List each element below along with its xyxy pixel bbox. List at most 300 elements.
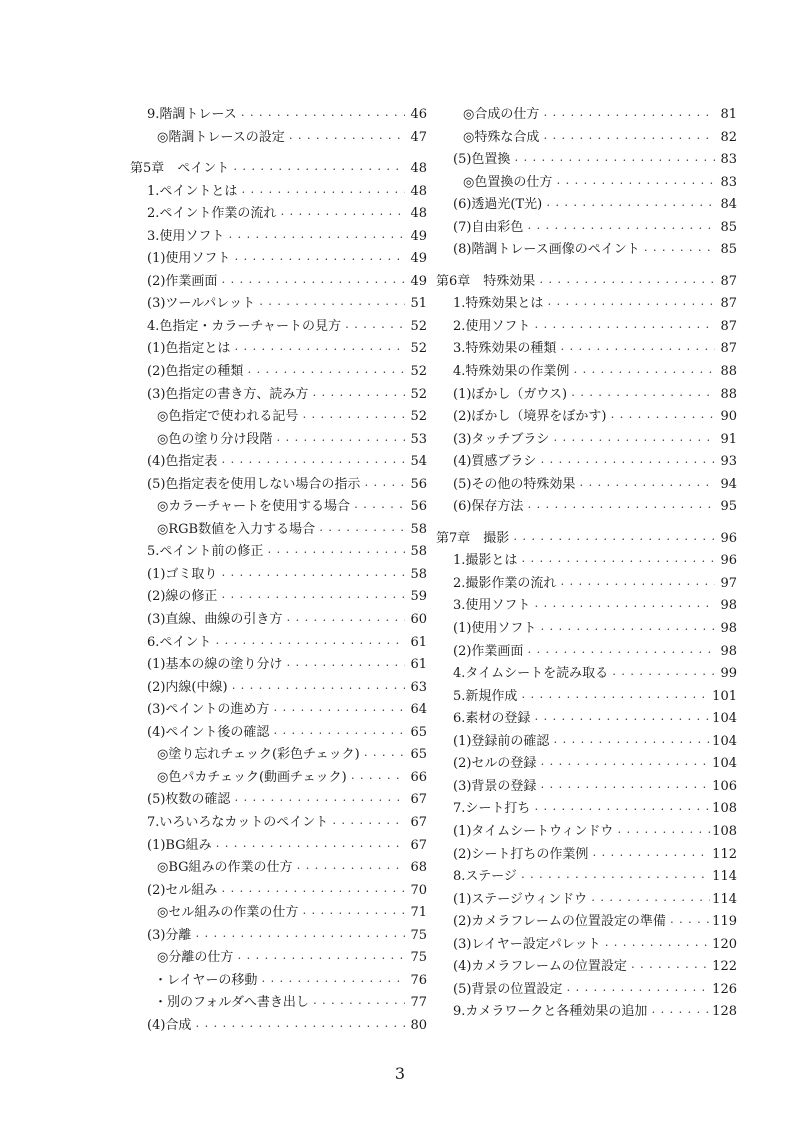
toc-entry-page: 85: [720, 242, 737, 258]
toc-entry-title: (2)セル組み: [147, 882, 218, 898]
toc-entry-page: 56: [410, 499, 427, 515]
toc-entry-page: 75: [410, 950, 427, 966]
toc-entry-title: 2.使用ソフト: [453, 318, 531, 334]
toc-entry: [436, 127, 737, 150]
toc-entry: [436, 708, 737, 731]
dot-leader: [512, 150, 715, 173]
toc-entry-page: 49: [410, 251, 427, 267]
toc-entry: [130, 677, 427, 700]
dot-leader: [532, 317, 715, 340]
toc-entry: [436, 663, 737, 686]
toc-entry-title: (5)その他の特殊効果: [453, 476, 576, 492]
toc-entry-title: ◎分離の仕方: [157, 950, 234, 966]
toc-chapter-heading: [436, 271, 737, 294]
toc-entry-title: 3.特殊効果の種類: [453, 341, 557, 357]
toc-entry-page: 65: [410, 747, 427, 763]
toc-entry-page: 98: [720, 598, 737, 614]
toc-entry: [436, 172, 737, 195]
toc-entry-title: (1)色指定とは: [147, 341, 231, 357]
dot-leader: [558, 574, 715, 597]
toc-entry-title: 5.ペイント前の修正: [147, 544, 264, 560]
toc-entry: [436, 474, 737, 497]
toc-entry-page: 68: [410, 860, 427, 876]
toc-entry: [130, 474, 427, 497]
dot-leader: [571, 362, 715, 385]
toc-entry: [130, 654, 427, 677]
toc-entry-page: 94: [720, 476, 737, 492]
toc-entry: [436, 618, 737, 641]
toc-entry: [130, 406, 427, 429]
dot-leader: [349, 768, 405, 791]
toc-entry: [130, 699, 427, 722]
toc-entry: [130, 789, 427, 812]
toc-entry-title: 7.シート打ち: [453, 801, 531, 817]
dot-leader: [519, 551, 715, 574]
toc-entry: [436, 293, 737, 316]
toc-entry-title: (5)枚数の確認: [147, 792, 231, 808]
toc-entry-page: 84: [720, 197, 737, 213]
toc-entry: [130, 632, 427, 655]
dot-leader: [590, 845, 710, 868]
toc-entry-title: (2)作業画面: [147, 273, 218, 289]
toc-entry: [436, 384, 737, 407]
toc-entry-title: (2)シート打ちの作業例: [453, 846, 589, 862]
toc-entry-page: 120: [712, 936, 737, 952]
toc-entry-title: 9.階調トレース: [147, 107, 237, 122]
toc-entry-page: 64: [410, 702, 427, 718]
dot-leader: [219, 881, 405, 904]
dot-leader: [271, 723, 405, 746]
dot-leader: [213, 633, 405, 656]
toc-entry-title: 2.撮影作業の流れ: [453, 575, 557, 591]
dot-leader: [558, 339, 715, 362]
toc-entry: [436, 573, 737, 596]
toc-entry: [436, 731, 737, 754]
toc-entry-page: 48: [410, 161, 427, 177]
toc-entry-page: 63: [410, 679, 427, 695]
toc-entry-page: 112: [712, 846, 737, 862]
dot-leader: [629, 957, 710, 980]
dot-leader: [525, 218, 715, 241]
toc-entry-page: 88: [720, 386, 737, 402]
toc-entry-page: 87: [720, 273, 737, 289]
toc-entry-title: (1)ゴミ取り: [147, 566, 218, 582]
toc-entry-page: 128: [712, 1004, 737, 1020]
toc-entry-page: 52: [410, 341, 427, 357]
toc-entry-page: 53: [410, 431, 427, 447]
dot-leader: [541, 128, 715, 151]
toc-entry-page: 58: [410, 521, 427, 537]
toc-entry-page: 59: [410, 589, 427, 605]
dot-leader: [300, 407, 405, 430]
toc-left-column: [130, 104, 427, 1037]
dot-leader: [287, 128, 405, 151]
toc-entry-title: ◎特殊な合成: [463, 129, 540, 145]
dot-leader: [537, 272, 715, 295]
dot-leader: [603, 935, 711, 958]
toc-entry: [436, 956, 737, 979]
toc-entry: [436, 149, 737, 172]
toc-entry-page: 66: [410, 769, 427, 785]
toc-entry-page: 54: [410, 454, 427, 470]
toc-chapter-heading: [130, 158, 427, 181]
dot-leader: [245, 362, 405, 385]
toc-entry-page: 81: [720, 107, 737, 122]
dot-leader: [532, 709, 710, 732]
dot-leader: [259, 971, 405, 994]
dot-leader: [609, 407, 716, 430]
toc-entry-title: 3.使用ソフト: [147, 228, 225, 244]
toc-entry-page: 75: [410, 927, 427, 943]
dot-leader: [532, 799, 710, 822]
toc-entry-title: 6.素材の登録: [453, 711, 531, 727]
toc-entry-title: ◎色置換の仕方: [463, 174, 553, 190]
toc-entry: [436, 239, 737, 262]
toc-entry: [436, 889, 737, 912]
toc-entry: [436, 844, 737, 867]
dot-leader: [642, 240, 715, 263]
dot-leader: [219, 587, 405, 610]
toc-entry-title: ◎階調トレースの設定: [157, 129, 285, 145]
toc-entry-title: ◎色パカチェック(動画チェック): [157, 769, 347, 785]
toc-entry-title: (4)質感ブラシ: [453, 454, 537, 470]
toc-entry-page: 85: [720, 219, 737, 235]
toc-entry-title: (5)背景の位置設定: [453, 981, 563, 997]
toc-entry-page: 60: [410, 612, 427, 628]
dot-leader: [239, 182, 405, 205]
toc-entry-title: (4)色指定表: [147, 454, 218, 470]
toc-entry-page: 48: [410, 183, 427, 199]
toc-entry-title: (6)保存方法: [453, 499, 524, 515]
toc-entry-page: 108: [712, 823, 737, 839]
toc-entry-page: 96: [720, 553, 737, 569]
toc-entry-page: 67: [410, 814, 427, 830]
toc-entry-title: (3)分離: [147, 927, 192, 943]
toc-entry: [436, 217, 737, 240]
toc-entry-title: (2)カメラフレームの位置設定の準備: [453, 914, 666, 930]
toc-entry: [436, 641, 737, 664]
toc-entry-page: 119: [712, 914, 737, 930]
toc-entry-title: (4)ペイント後の確認: [147, 724, 270, 740]
toc-entry: [436, 550, 737, 573]
toc-entry-page: 49: [410, 228, 427, 244]
toc-entry-page: 83: [720, 174, 737, 190]
dot-leader: [265, 542, 405, 565]
toc-entry: [130, 925, 427, 948]
toc-entry-page: 52: [410, 318, 427, 334]
toc-entry-page: 82: [720, 129, 737, 145]
toc-entry-page: 87: [720, 341, 737, 357]
dot-leader: [230, 678, 405, 701]
dot-leader: [278, 204, 405, 227]
toc-entry: [130, 127, 427, 150]
toc-entry-page: 106: [712, 778, 737, 794]
toc-entry-title: ◎カラーチャートを使用する場合: [157, 499, 350, 515]
toc-entry-title: (1)使用ソフト: [147, 251, 231, 267]
toc-entry: [436, 595, 737, 618]
toc-entry-title: (5)色置換: [453, 152, 511, 168]
toc-entry-title: (1)BG組み: [147, 837, 212, 853]
toc-entry: [436, 429, 737, 452]
toc-entry: [436, 686, 737, 709]
dot-leader: [577, 475, 715, 498]
toc-entry-title: (1)ステージウィンドウ: [453, 891, 588, 907]
toc-entry: [436, 776, 737, 799]
toc-entry-title: (7)自由彩色: [453, 219, 524, 235]
toc-entry-title: 4.色指定・カラーチャートの見方: [147, 318, 342, 334]
toc-entry-title: (3)背景の登録: [453, 778, 537, 794]
toc-entry-page: 95: [720, 499, 737, 515]
toc-entry-title: (3)レイヤー設定パレット: [453, 936, 601, 952]
toc-entry-title: ◎BG組みの作業の仕方: [157, 860, 293, 876]
toc-entry: [130, 812, 427, 835]
toc-entry-page: 52: [410, 364, 427, 380]
toc-entry-title: (4)カメラフレームの位置設定: [453, 959, 627, 975]
dot-leader: [311, 993, 405, 1016]
toc-entry-title: ◎塗り忘れチェック(彩色チェック): [157, 747, 360, 763]
toc-entry-title: (1)登録前の確認: [453, 733, 550, 749]
toc-chapter-heading: [436, 528, 737, 551]
dot-leader: [232, 790, 405, 813]
toc-entry-title: (2)作業画面: [453, 643, 524, 659]
toc-entry: [130, 181, 427, 204]
toc-entry-page: 122: [712, 959, 737, 975]
toc-entry-title: 5.新規作成: [453, 688, 518, 704]
toc-entry-page: 51: [410, 296, 427, 312]
toc-entry-title: 第6章 特殊効果: [436, 273, 536, 289]
dot-leader: [330, 813, 405, 836]
toc-entry: [130, 586, 427, 609]
dot-leader: [532, 596, 715, 619]
toc-entry-page: 77: [410, 995, 427, 1011]
toc-entry-page: 93: [720, 454, 737, 470]
toc-entry: [130, 451, 427, 474]
toc-entry-page: 88: [720, 364, 737, 380]
toc-entry-title: (1)ぼかし（ガウス): [453, 386, 568, 402]
toc-entry-title: (1)タイムシートウィンドウ: [453, 823, 614, 839]
dot-leader: [615, 822, 710, 845]
toc-entry: [436, 979, 737, 1002]
dot-leader: [551, 430, 715, 453]
toc-entry-title: (1)基本の線の塗り分け: [147, 657, 283, 673]
dot-leader: [193, 926, 405, 949]
toc-entry: [130, 992, 427, 1015]
toc-entry: [130, 226, 427, 249]
dot-leader: [541, 105, 715, 128]
toc-entry: [436, 798, 737, 821]
toc-entry: [436, 104, 737, 127]
toc-entry-title: (1)使用ソフト: [453, 621, 537, 637]
dot-leader: [231, 159, 405, 182]
toc-entry-title: (2)線の修正: [147, 589, 218, 605]
toc-entry-page: 48: [410, 206, 427, 222]
toc-entry: [436, 194, 737, 217]
dot-leader: [300, 903, 405, 926]
toc-entry-title: (2)色指定の種類: [147, 364, 244, 380]
toc-entry-page: 87: [720, 318, 737, 334]
toc-entry: [436, 406, 737, 429]
toc-entry-page: 76: [410, 972, 427, 988]
toc-entry-title: (3)色指定の書き方、読み方: [147, 386, 309, 402]
dot-leader: [219, 272, 405, 295]
dot-leader: [551, 732, 710, 755]
dot-leader: [284, 655, 405, 678]
toc-entry-title: (3)ツールパレット: [147, 296, 256, 312]
toc-entry: [436, 361, 737, 384]
toc-entry: [130, 293, 427, 316]
dot-leader: [564, 980, 710, 1003]
toc-entry-page: 90: [720, 409, 737, 425]
toc-entry-page: 65: [410, 724, 427, 740]
toc-entry-title: (2)内線(中線): [147, 679, 228, 695]
dot-leader: [226, 227, 405, 250]
toc-entry-page: 83: [720, 152, 737, 168]
toc-entry: [436, 1001, 737, 1024]
toc-entry-page: 70: [410, 882, 427, 898]
dot-leader: [284, 610, 405, 633]
toc-entry-page: 126: [712, 981, 737, 997]
toc-entry: [130, 902, 427, 925]
toc-entry-page: 114: [712, 869, 737, 885]
toc-entry-page: 52: [410, 409, 427, 425]
dot-leader: [538, 777, 710, 800]
toc-entry: [130, 564, 427, 587]
toc-entry: [130, 316, 427, 339]
dot-leader: [525, 497, 715, 520]
toc-entry-page: 46: [410, 107, 427, 122]
toc-entry: [130, 767, 427, 790]
dot-leader: [257, 294, 405, 317]
toc-entry-title: 第7章 撮影: [436, 530, 510, 546]
toc-entry-page: 49: [410, 273, 427, 289]
dot-leader: [610, 664, 715, 687]
toc-entry-page: 52: [410, 386, 427, 402]
toc-entry-title: (3)直線、曲線の引き方: [147, 612, 283, 628]
toc-entry-title: 6.ペイント: [147, 634, 212, 650]
toc-entry: [130, 835, 427, 858]
toc-entry: [130, 880, 427, 903]
toc-entry: [436, 934, 737, 957]
toc-entry-title: (4)合成: [147, 1017, 192, 1033]
dot-leader: [235, 948, 405, 971]
toc-entry: [130, 271, 427, 294]
toc-entry-page: 87: [720, 296, 737, 312]
dot-leader: [232, 339, 405, 362]
toc-entry-title: (6)透過光(T光): [453, 197, 543, 213]
toc-entry-page: 67: [410, 837, 427, 853]
toc-right-column: [436, 104, 737, 1024]
toc-entry: [130, 744, 427, 767]
toc-entry-page: 99: [720, 666, 737, 682]
toc-entry-title: ◎RGB数値を入力する場合: [157, 521, 316, 537]
toc-entry-page: 58: [410, 544, 427, 560]
toc-entry-page: 58: [410, 566, 427, 582]
dot-leader: [519, 687, 710, 710]
dot-leader: [511, 529, 715, 552]
dot-leader: [525, 642, 715, 665]
toc-entry-page: 96: [720, 530, 737, 546]
dot-leader: [219, 452, 405, 475]
toc-entry: [130, 722, 427, 745]
toc-entry: [130, 203, 427, 226]
dot-leader: [538, 452, 715, 475]
toc-entry-title: (8)階調トレース画像のペイント: [453, 242, 640, 258]
toc-entry-title: (2)セルの登録: [453, 756, 537, 772]
toc-entry-page: 61: [410, 634, 427, 650]
toc-entry: [130, 338, 427, 361]
toc-entry-title: 1.撮影とは: [453, 553, 518, 569]
toc-entry: [436, 451, 737, 474]
toc-entry-title: 2.ペイント作業の流れ: [147, 206, 277, 222]
toc-entry-page: 101: [712, 688, 737, 704]
dot-leader: [271, 700, 405, 723]
toc-entry-page: 47: [410, 129, 427, 145]
toc-entry: [130, 248, 427, 271]
toc-entry-page: 91: [720, 431, 737, 447]
dot-leader: [232, 249, 405, 272]
dot-leader: [193, 1016, 405, 1039]
dot-leader: [554, 173, 715, 196]
toc-entry: [436, 316, 737, 339]
toc-entry-title: 3.使用ソフト: [453, 598, 531, 614]
toc-entry-title: (3)タッチブラシ: [453, 431, 550, 447]
dot-leader: [219, 565, 405, 588]
toc-entry-title: 7.いろいろなカットのペイント: [147, 814, 329, 830]
toc-entry: [130, 541, 427, 564]
toc-entry-title: 8.ステージ: [453, 869, 517, 885]
toc-entry-page: 71: [410, 905, 427, 921]
toc-entry-page: 104: [712, 711, 737, 727]
toc-entry-title: 4.特殊効果の作業例: [453, 364, 570, 380]
toc-entry: [130, 609, 427, 632]
toc-entry-title: ◎合成の仕方: [463, 107, 540, 122]
toc-entry-page: 61: [410, 657, 427, 673]
dot-leader: [649, 1002, 710, 1025]
toc-entry: [130, 970, 427, 993]
dot-leader: [538, 754, 710, 777]
toc-entry-title: 1.特殊効果とは: [453, 296, 544, 312]
toc-entry: [130, 104, 427, 127]
dot-leader: [274, 430, 405, 453]
toc-entry: [436, 911, 737, 934]
toc-entry: [130, 361, 427, 384]
dot-leader: [214, 836, 405, 859]
dot-leader: [538, 619, 715, 642]
toc-entry: [130, 384, 427, 407]
toc-entry-title: 9.カメラワークと各種効果の追加: [453, 1004, 648, 1020]
toc-entry-title: 4.タイムシートを読み取る: [453, 666, 609, 682]
toc-entry-title: 第5章 ペイント: [130, 161, 230, 177]
toc-entry: [436, 753, 737, 776]
toc-entry-page: 104: [712, 756, 737, 772]
toc-entry-page: 104: [712, 733, 737, 749]
dot-leader: [544, 195, 715, 218]
toc-entry-page: 98: [720, 643, 737, 659]
dot-leader: [362, 475, 405, 498]
toc-entry-page: 97: [720, 575, 737, 591]
toc-entry: [130, 1015, 427, 1038]
toc-entry: [436, 338, 737, 361]
toc-entry-title: ◎セル組みの作業の仕方: [157, 905, 299, 921]
toc-entry-page: 80: [410, 1017, 427, 1033]
dot-leader: [668, 912, 710, 935]
toc-entry-page: 108: [712, 801, 737, 817]
toc-entry-title: ・別のフォルダへ書き出し: [154, 995, 309, 1011]
toc-entry-title: ・レイヤーの移動: [154, 972, 258, 988]
toc-entry-title: ◎色の塗り分け段階: [157, 431, 273, 447]
toc-entry-page: 67: [410, 792, 427, 808]
toc-entry-title: (5)色指定表を使用しない場合の指示: [147, 476, 361, 492]
